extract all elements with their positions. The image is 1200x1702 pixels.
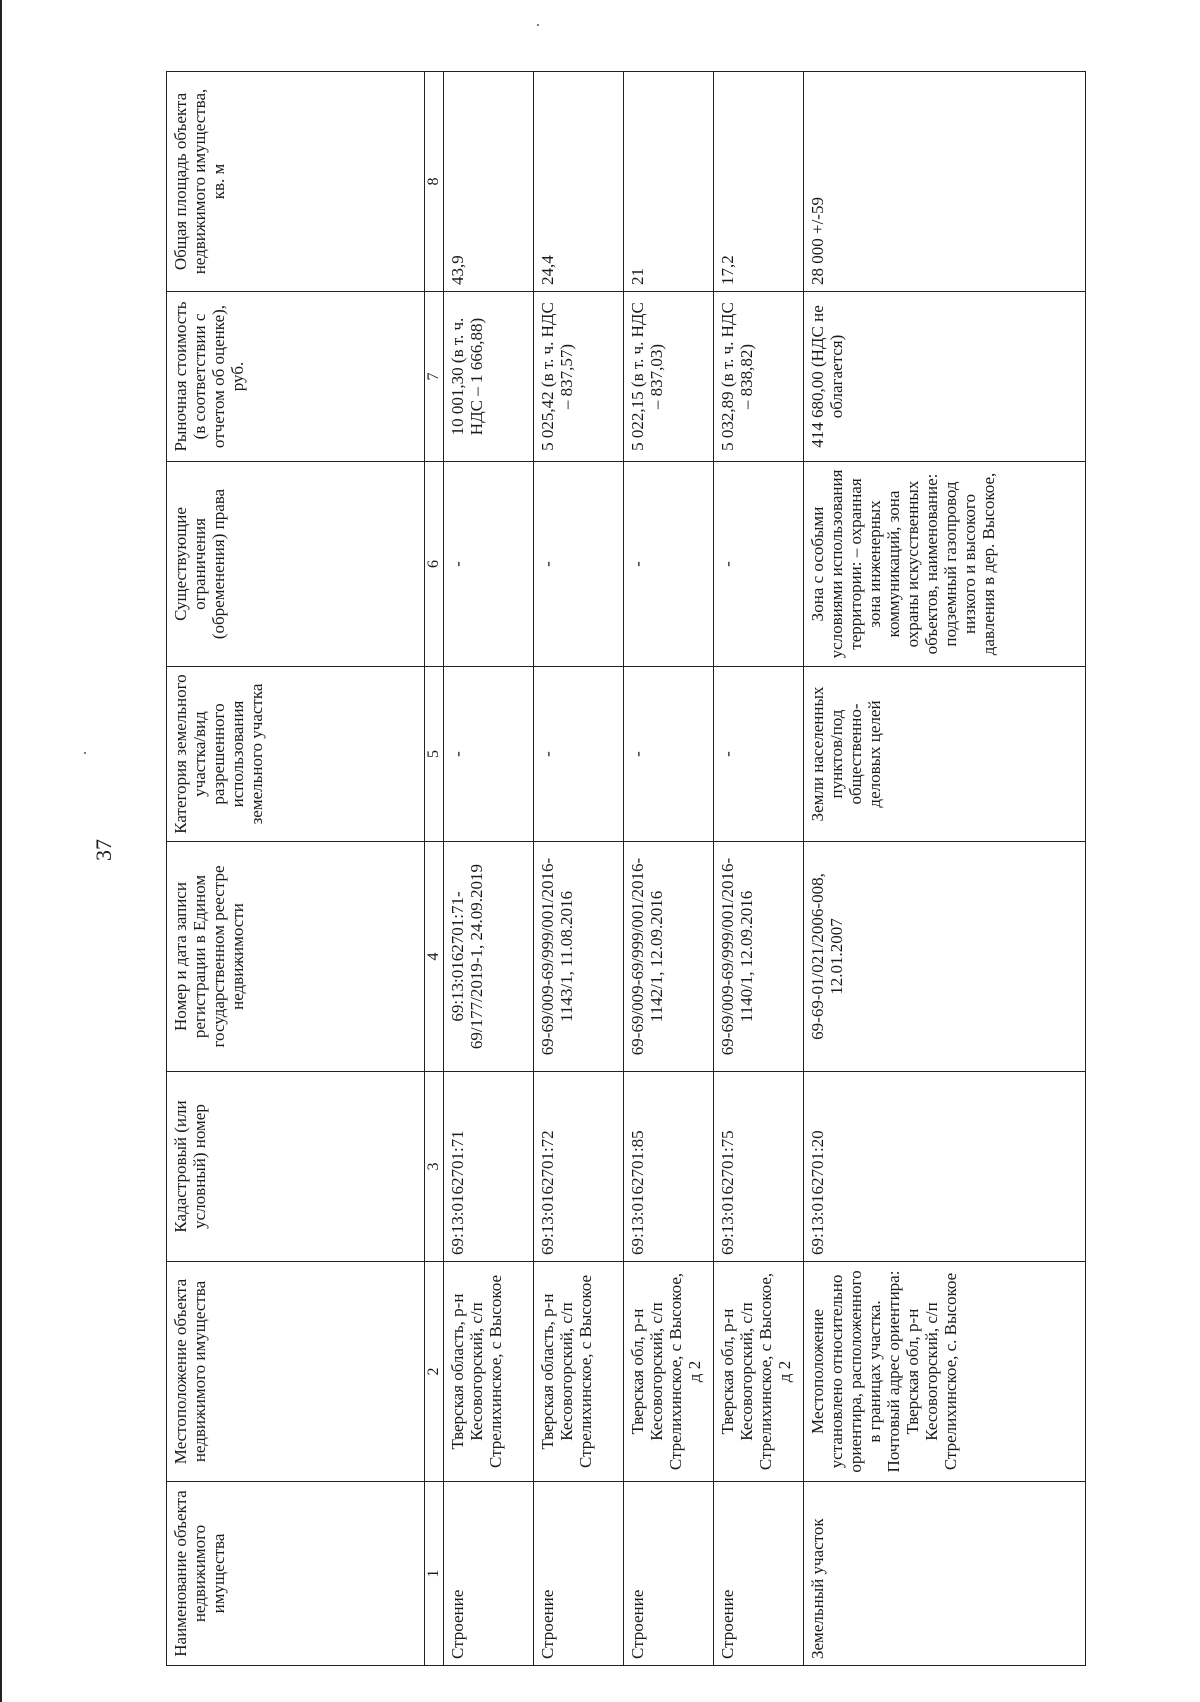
table-row <box>533 72 623 1666</box>
cell-registration: 69-69/009-69/999/001/2016-1142/1, 12.09.2016 <box>623 842 713 1072</box>
header-restrictions: Существующие ограничения (обременения) права <box>167 462 425 667</box>
cell-registration: 69-69/009-69/999/001/2016-1140/1, 12.09.2016 <box>713 842 803 1072</box>
cell-area: 24,4 <box>533 72 623 292</box>
cell-area: 17,2 <box>713 72 803 292</box>
table-row <box>803 72 1085 1666</box>
column-number: 8 <box>425 72 444 292</box>
cell-restrictions: - <box>533 462 623 667</box>
table-row <box>623 72 713 1666</box>
cell-value: 5 025,42 (в т. ч. НДС – 837,57) <box>533 292 623 462</box>
cell-location: Тверская обл, р-н Кесовогорский, с/п Стрелихинское, с Высокое, д 2 <box>623 1262 713 1482</box>
cell-cadastral: 69:13:0162701:85 <box>623 1072 713 1262</box>
cell-area: 43,9 <box>443 72 533 292</box>
header-location: Местоположение объекта недвижимого имущества <box>167 1262 425 1482</box>
column-number: 4 <box>425 842 444 1072</box>
cell-name: Строение <box>623 1482 713 1666</box>
cell-category: Земли населенных пунктов/под общественно-деловых целей <box>803 667 1085 842</box>
cell-cadastral: 69:13:0162701:20 <box>803 1072 1085 1262</box>
cell-category: - <box>623 667 713 842</box>
rotated-table-wrapper <box>166 72 1084 1666</box>
cell-area: 21 <box>623 72 713 292</box>
cell-registration: 69-69-01/021/2006-008, 12.01.2007 <box>803 842 1085 1072</box>
cell-registration: 69:13:0162701:71-69/177/2019-1, 24.09.2019 <box>443 842 533 1072</box>
table-row <box>713 72 803 1666</box>
cell-category: - <box>713 667 803 842</box>
cell-cadastral: 69:13:0162701:72 <box>533 1072 623 1262</box>
cell-area: 28 000 +/-59 <box>803 72 1085 292</box>
column-number: 5 <box>425 667 444 842</box>
header-row <box>167 72 425 1666</box>
cell-restrictions: Зона с особыми условиями использования территории: – охранная зона инженерных коммуникаций, зона охраны искусственных объектов, наименование: подземный газопровод низкого и высокого давления в дер. Высокое, <box>803 462 1085 667</box>
column-number-row <box>425 72 444 1666</box>
header-name: Наименование объекта недвижимого имущества <box>167 1482 425 1666</box>
header-area: Общая площадь объекта недвижимого имущества, кв. м <box>167 72 425 292</box>
cell-name: Строение <box>443 1482 533 1666</box>
cell-category: - <box>533 667 623 842</box>
scan-left-edge <box>0 0 2 1702</box>
cell-restrictions: - <box>713 462 803 667</box>
scan-speck <box>84 752 86 754</box>
column-number: 2 <box>425 1262 444 1482</box>
cell-name: Строение <box>713 1482 803 1666</box>
column-number: 6 <box>425 462 444 667</box>
cell-registration: 69-69/009-69/999/001/2016-1143/1, 11.08.2016 <box>533 842 623 1072</box>
header-value: Рыночная стоимость (в соответствии с отчетом об оценке), руб. <box>167 292 425 462</box>
cell-restrictions: - <box>623 462 713 667</box>
column-number: 3 <box>425 1072 444 1262</box>
cell-cadastral: 69:13:0162701:71 <box>443 1072 533 1262</box>
cell-value: 10 001,30 (в т. ч. НДС – 1 666,88) <box>443 292 533 462</box>
column-number: 7 <box>425 292 444 462</box>
header-category: Категория земельного участка/вид разрешенного использования земельного участка <box>167 667 425 842</box>
cell-cadastral: 69:13:0162701:75 <box>713 1072 803 1262</box>
cell-name: Земельный участок <box>803 1482 1085 1666</box>
table-row <box>443 72 533 1666</box>
page-number: 37 <box>91 839 116 861</box>
cell-location: Местоположение установлено относительно ориентира, расположенного в границах участка. Почтовый адрес ориентира: Тверская обл, р-н Кесовогорский, с/п Стрелихинское, с. Высокое <box>803 1262 1085 1482</box>
cell-value: 5 022,15 (в т. ч. НДС – 837,03) <box>623 292 713 462</box>
scan-speck <box>537 24 539 26</box>
header-cadastral: Кадастровый (или условный) номер <box>167 1072 425 1262</box>
cell-restrictions: - <box>443 462 533 667</box>
cell-location: Тверская область, р-н Кесовогорский, с/п Стрелихинское, с Высокое <box>533 1262 623 1482</box>
property-table <box>166 71 1086 1666</box>
cell-category: - <box>443 667 533 842</box>
cell-value: 414 680,00 (НДС не облагается) <box>803 292 1085 462</box>
cell-location: Тверская область, р-н Кесовогорский, с/п Стрелихинское, с Высокое <box>443 1262 533 1482</box>
column-number: 1 <box>425 1482 444 1666</box>
cell-value: 5 032,89 (в т. ч. НДС – 838,82) <box>713 292 803 462</box>
cell-name: Строение <box>533 1482 623 1666</box>
header-registration: Номер и дата записи регистрации в Едином государственном реестре недвижимости <box>167 842 425 1072</box>
cell-location: Тверская обл, р-н Кесовогорский, с/п Стрелихинское, с Высокое, д 2 <box>713 1262 803 1482</box>
